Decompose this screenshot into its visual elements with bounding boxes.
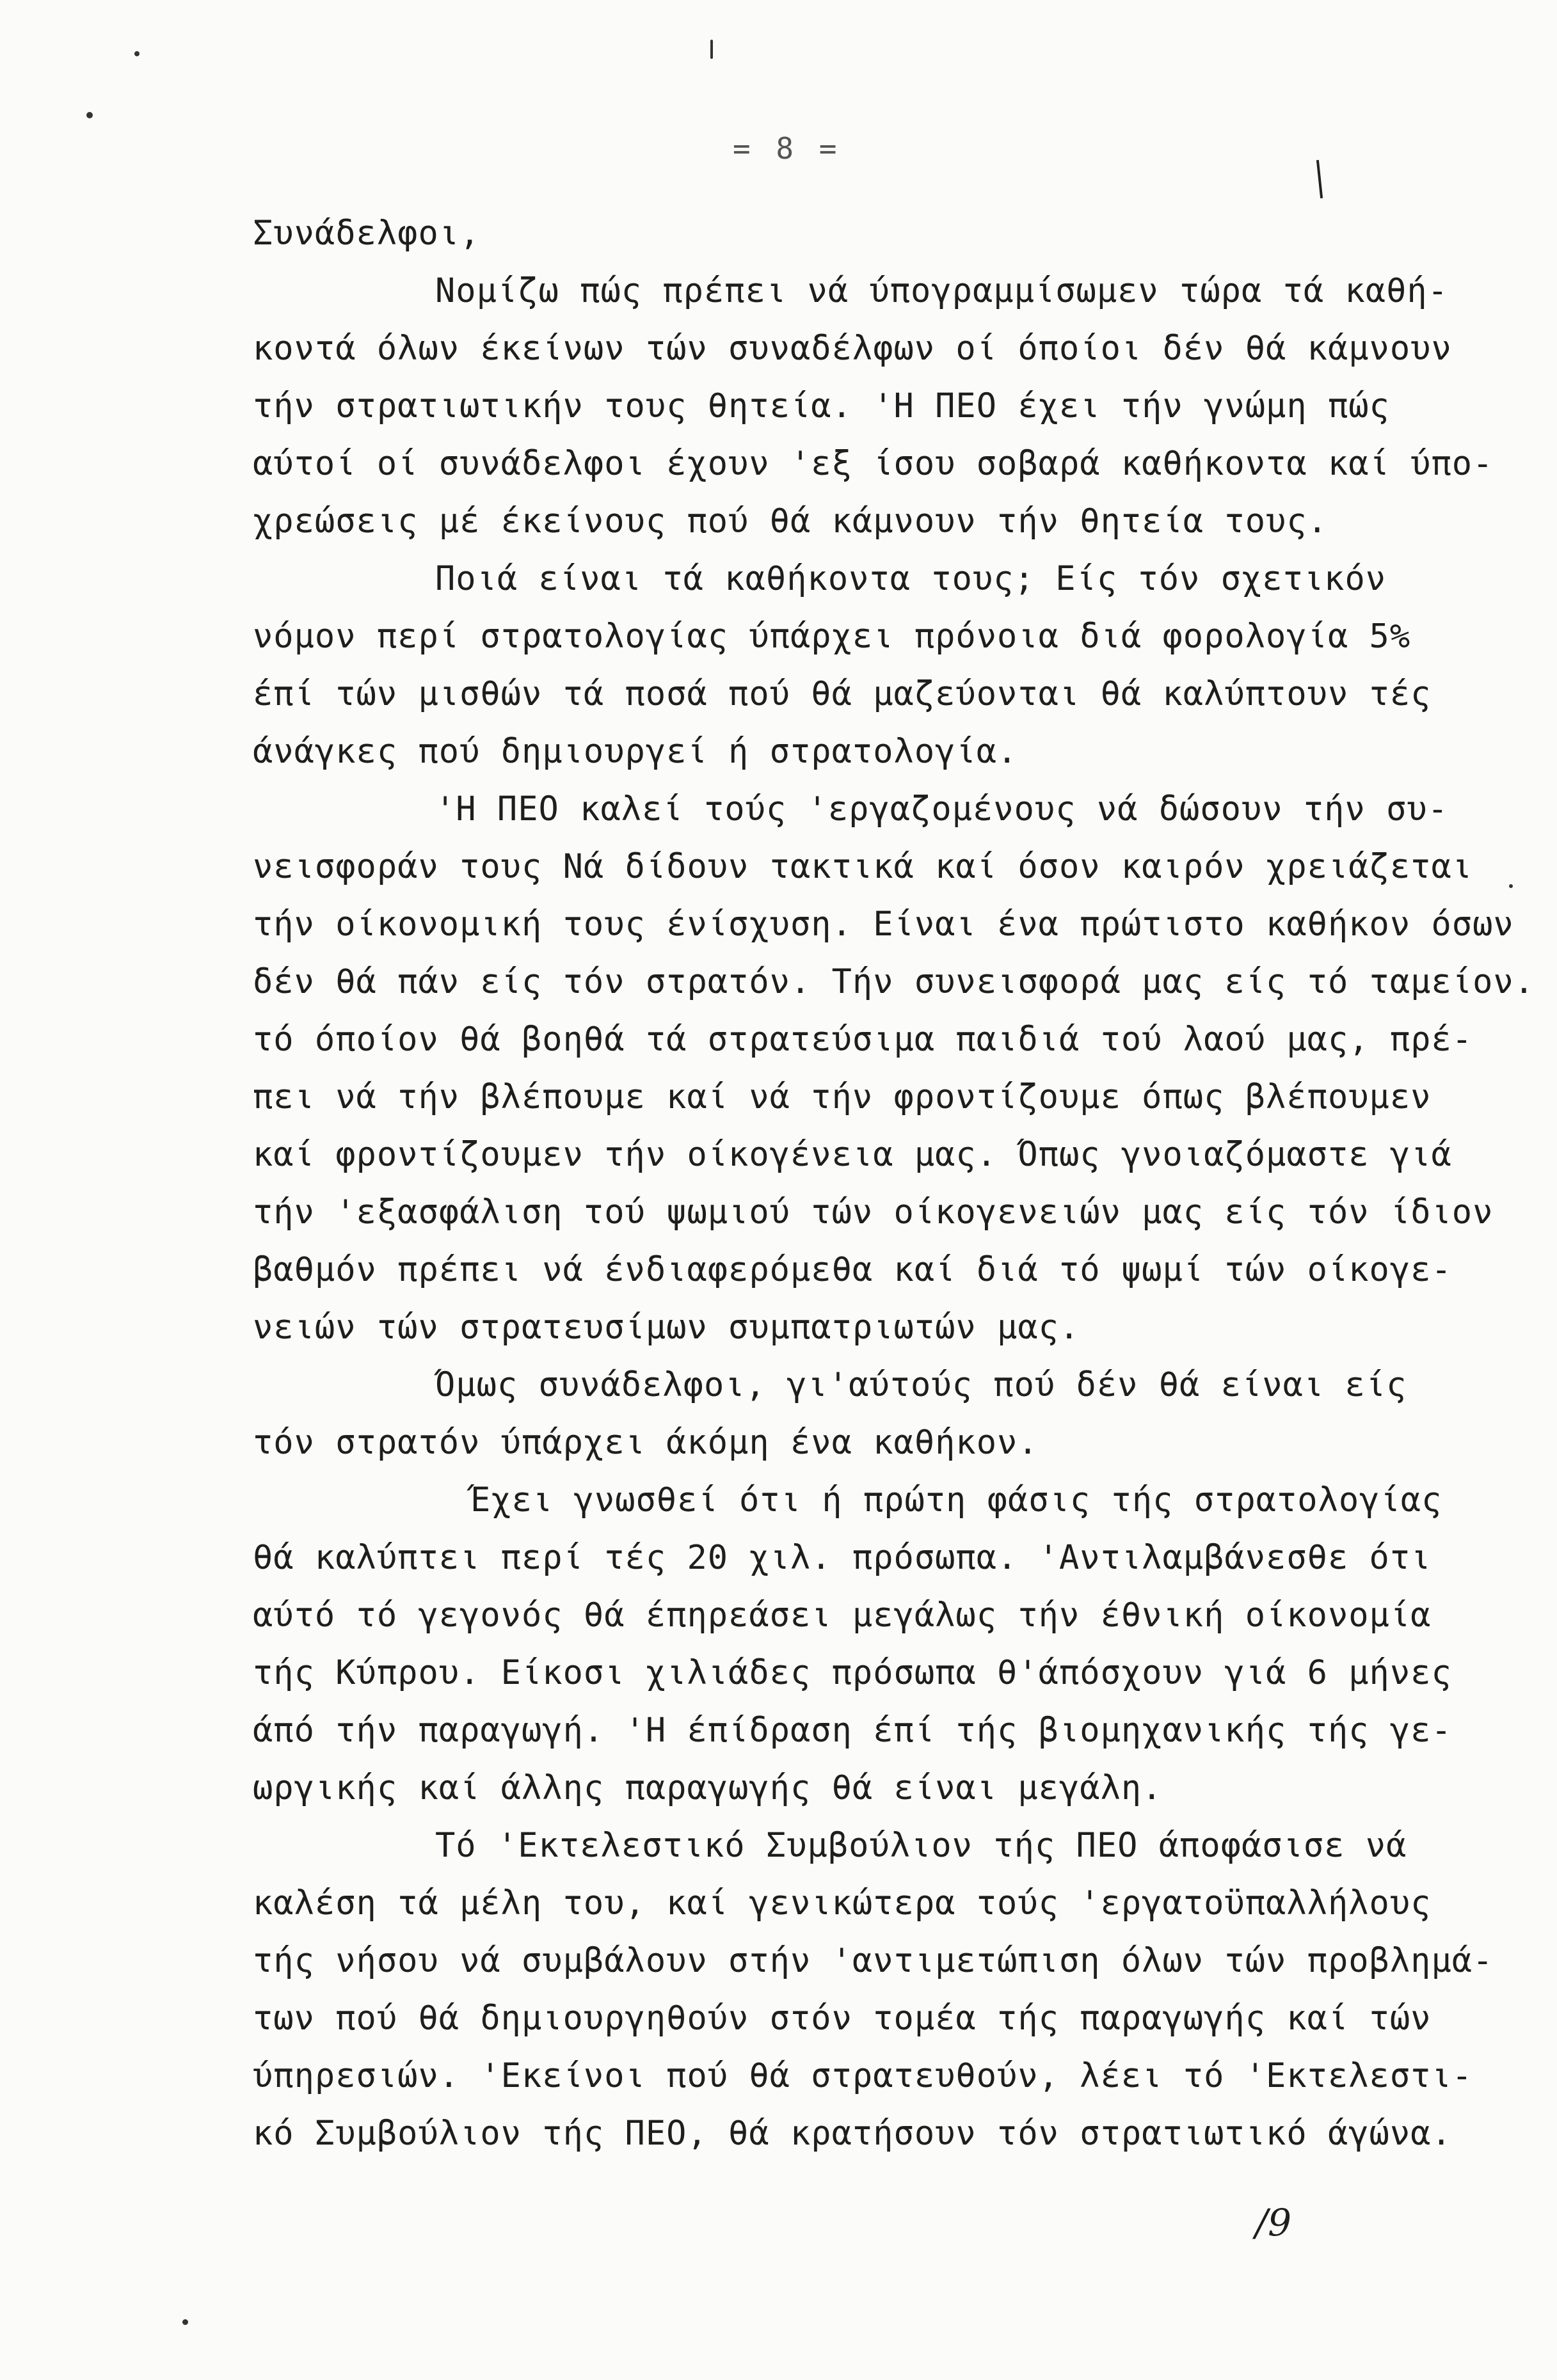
scan-speck — [134, 51, 140, 56]
text-line: τής νήσου νά συμβάλουν στήν 'αντιμετώπιση όλων τών προβλημά- — [253, 1942, 1494, 1980]
continuation-marker: /9 — [1255, 2201, 1291, 2244]
text-line: ωργικής καί άλλης παραγωγής θά είναι μεγάλη. — [253, 1769, 1163, 1807]
text-line: Ποιά είναι τά καθήκοντα τους; Είς τόν σχετικόν — [435, 560, 1387, 598]
text-line: τήν στρατιωτικήν τους θητεία. 'Η ΠΕΟ έχει τήν γνώμη πώς — [253, 387, 1390, 425]
text-line: Τό 'Εκτελεστικό Συμβούλιον τής ΠΕΟ άποφάσισε νά — [435, 1827, 1407, 1865]
text-line: έπί τών μισθών τά ποσά πού θά μαζεύονται θά καλύπτουν τές — [253, 675, 1432, 713]
text-line: τήν 'εξασφάλιση τού ψωμιού τών οίκογενειών μας είς τόν ίδιον — [253, 1193, 1494, 1232]
text-line: άπό τήν παραγωγή. 'Η έπίδραση έπί τής βιομηχανικής τής γε- — [253, 1711, 1452, 1750]
text-line: χρεώσεις μέ έκείνους πού θά κάμνουν τήν θητεία τους. — [253, 502, 1328, 541]
text-line: τήν οίκονομική τους ένίσχυση. Είναι ένα πρώτιστο καθήκον όσων — [253, 905, 1514, 944]
page-number: = 8 = — [733, 131, 841, 166]
scan-speck — [1509, 884, 1513, 888]
letter-body — [253, 205, 1535, 2162]
text-line: τόν στρατόν ύπάρχει άκόμη ένα καθήκον. — [253, 1424, 1039, 1462]
text-line: τής Κύπρου. Είκοσι χιλιάδες πρόσωπα θ'άπόσχουν γιά 6 μήνες — [253, 1654, 1452, 1692]
scan-speck — [86, 112, 93, 118]
text-line: τό όποίον θά βοηθά τά στρατεύσιμα παιδιά τού λαού μας, πρέ- — [253, 1020, 1473, 1059]
text-line: καί φροντίζουμεν τήν οίκογένεια μας. Όπως γνοιαζόμαστε γιά — [253, 1136, 1452, 1174]
text-line: αύτό τό γεγονός θά έπηρεάσει μεγάλως τήν έθνική οίκονομία — [253, 1596, 1432, 1635]
text-line: 'Η ΠΕΟ καλεί τούς 'εργαζομένους νά δώσουν τήν συ- — [435, 790, 1449, 829]
text-line: Νομίζω πώς πρέπει νά ύπογραμμίσωμεν τώρα τά καθή- — [435, 272, 1449, 310]
pen-mark — [1316, 160, 1323, 198]
text-line: καλέση τά μέλη του, καί γενικώτερα τούς 'εργατοϋπαλλήλους — [253, 1884, 1432, 1923]
text-line: άνάγκες πού δημιουργεί ή στρατολογία. — [253, 733, 1018, 771]
text-line: κοντά όλων έκείνων τών συναδέλφων οί όποίοι δέν θά κάμνουν — [253, 329, 1452, 368]
text-line: κό Συμβούλιον τής ΠΕΟ, θά κρατήσουν τόν στρατιωτικό άγώνα. — [253, 2114, 1452, 2153]
text-line: πει νά τήν βλέπουμε καί νά τήν φροντίζουμε όπως βλέπουμεν — [253, 1078, 1432, 1116]
text-line: των πού θά δημιουργηθούν στόν τομέα τής παραγωγής καί τών — [253, 1999, 1432, 2038]
text-line: ύπηρεσιών. 'Εκείνοι πού θά στρατευθούν, λέει τό 'Εκτελεστι- — [253, 2057, 1473, 2095]
greeting: Συνάδελφοι, — [253, 214, 481, 253]
typed-lines — [253, 262, 1535, 2162]
text-line: δέν θά πάν είς τόν στρατόν. Τήν συνεισφορά μας είς τό ταμείον. — [253, 963, 1535, 1001]
text-line: θά καλύπτει περί τές 20 χιλ. πρόσωπα. 'Αντιλαμβάνεσθε ότι — [253, 1539, 1432, 1577]
text-line: Έχει γνωσθεί ότι ή πρώτη φάσις τής στρατολογίας — [470, 1481, 1442, 1519]
text-line: βαθμόν πρέπει νά ένδιαφερόμεθα καί διά τό ψωμί τών οίκογε- — [253, 1251, 1452, 1289]
text-line: νόμον περί στρατολογίας ύπάρχει πρόνοια διά φορολογία 5% — [253, 617, 1411, 656]
scan-speck — [710, 40, 713, 59]
text-line: αύτοί οί συνάδελφοι έχουν 'εξ ίσου σοβαρά καθήκοντα καί ύπο- — [253, 445, 1494, 483]
text-line: νεισφοράν τους Νά δίδουν τακτικά καί όσον καιρόν χρειάζεται — [253, 848, 1473, 886]
text-line: Όμως συνάδελφοι, γι'αύτούς πού δέν θά είναι είς — [435, 1366, 1407, 1404]
scan-speck — [182, 2319, 188, 2325]
text-line: νειών τών στρατευσίμων συμπατριωτών μας. — [253, 1308, 1080, 1347]
